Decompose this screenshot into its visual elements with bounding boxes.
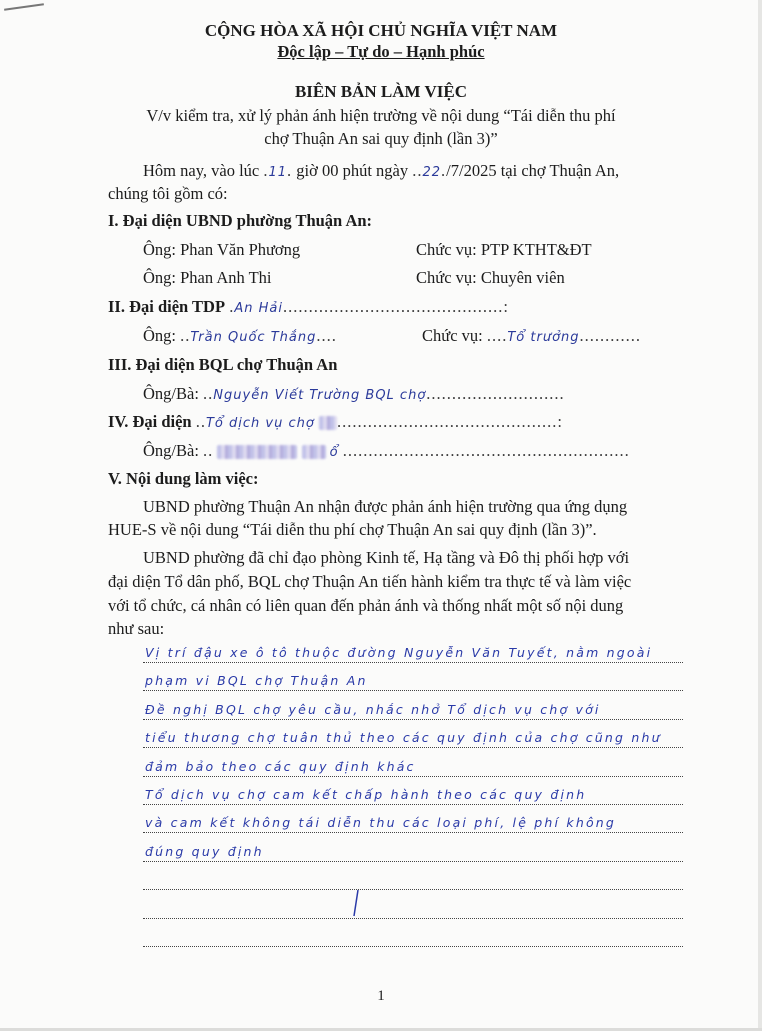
redacted-name-blur	[217, 445, 297, 459]
handwritten-text: Tổ dịch vụ chợ cam kết chấp hành theo các quy định	[145, 787, 587, 802]
section-4-line: IV. Đại diện ..Tổ dịch vụ chợ ...........................................:	[108, 412, 563, 431]
handwritten-text: tiểu thương chợ tuân thủ theo các quy định của chợ cũng như	[145, 730, 662, 745]
handwritten-line	[143, 898, 683, 919]
handwritten-line	[143, 699, 683, 720]
section-2-person: Ông: ..Trần Quốc Thắng....	[143, 326, 337, 345]
handwritten-line	[143, 642, 683, 663]
intro-line-2: chúng tôi gồm có:	[108, 184, 228, 203]
handwritten-line	[143, 756, 683, 777]
tdp-person-handwritten: Trần Quốc Thắng	[190, 330, 317, 345]
subject-line-1: V/v kiểm tra, xử lý phản ánh hiện trường về nội dung “Tái diễn thu phí	[146, 106, 616, 125]
handwritten-line	[143, 869, 683, 890]
section-2-role: Chức vụ: ....Tổ trưởng............	[422, 326, 642, 345]
handwritten-line	[143, 727, 683, 748]
handwritten-text: đúng quy định	[145, 844, 264, 859]
handwritten-line	[143, 670, 683, 691]
intro-text-c: /7/2025 tại chợ Thuận An,	[446, 161, 620, 180]
redacted-name-blur-2	[302, 445, 326, 459]
motto: Độc lập – Tự do – Hạnh phúc	[277, 42, 485, 61]
scan-edge-right	[758, 0, 762, 1031]
para-2-line-1: UBND phường đã chỉ đạo phòng Kinh tế, Hạ tầng và Đô thị phối hợp với	[143, 548, 630, 567]
section-4-heading: IV. Đại diện	[108, 412, 192, 431]
bql-person-handwritten: Nguyễn Viết Trường BQL chợ	[213, 388, 427, 403]
handwritten-line	[143, 812, 683, 833]
country-header: CỘNG HÒA XÃ HỘI CHỦ NGHĨA VIỆT NAM	[204, 21, 558, 40]
para-2-line-3: với tổ chức, cá nhân có liên quan đến phản ánh và thống nhất một số nội dung	[108, 596, 624, 615]
handwritten-text: phạm vi BQL chợ Thuận An	[145, 673, 368, 688]
handwritten-text: Đề nghị BQL chợ yêu cầu, nhắc nhở Tổ dịch vụ chợ với	[145, 702, 601, 717]
section-3-heading: III. Đại diện BQL chợ Thuận An	[108, 355, 338, 374]
para-2-line-2: đại diện Tổ dân phố, BQL chợ Thuận An tiến hành kiểm tra thực tế và làm việc	[108, 572, 632, 591]
handwritten-text: Vị trí đậu xe ô tô thuộc đường Nguyễn Văn Tuyết, nằm ngoài	[145, 645, 653, 660]
redacted-blur	[319, 416, 337, 430]
document-title: BIÊN BẢN LÀM VIỆC	[294, 82, 468, 101]
rep-person-handwritten: ổ	[329, 445, 339, 460]
handwritten-line	[143, 841, 683, 862]
person-2-name: Ông: Phan Anh Thi	[143, 268, 272, 287]
handwritten-line	[143, 784, 683, 805]
intro-text-b: giờ 00 phút ngày	[296, 161, 409, 180]
para-1-line-2: HUE-S về nội dung “Tái diễn thu phí chợ Thuận An sai quy định (lần 3)”.	[108, 520, 597, 539]
section-2-heading: II. Đại diện TDP	[108, 297, 226, 316]
section-2-line: II. Đại diện TDP .An Hải...........................................:	[108, 297, 509, 316]
person-1-name: Ông: Phan Văn Phương	[143, 240, 301, 259]
handwritten-text: và cam kết không tái diễn thu các loại phí, lệ phí không	[145, 815, 617, 830]
role-label: Chức vụ:	[422, 326, 483, 345]
section-5-heading: V. Nội dung làm việc:	[108, 469, 259, 488]
section-4-person: Ông/Bà: .. ổ ........................................................	[143, 441, 630, 460]
subject-line-2: chợ Thuận An sai quy định (lần 3)”	[264, 129, 498, 148]
person-1-role: Chức vụ: PTP KTHT&ĐT	[416, 240, 592, 259]
section-1-heading: I. Đại diện UBND phường Thuận An:	[108, 211, 373, 230]
handwritten-line	[143, 926, 683, 947]
person-2-role: Chức vụ: Chuyên viên	[416, 268, 565, 287]
ong-label: Ông:	[143, 326, 176, 345]
pen-mark	[4, 3, 44, 11]
intro-text-a: Hôm nay, vào lúc	[143, 161, 260, 180]
ongba-label: Ông/Bà:	[143, 384, 199, 403]
tdp-role-handwritten: Tổ trưởng	[507, 330, 580, 345]
para-2-line-4: như sau:	[108, 619, 165, 638]
rep-handwritten: Tổ dịch vụ chợ	[205, 416, 315, 431]
day-handwritten: 22	[422, 165, 442, 180]
section-3-person: Ông/Bà: ..Nguyễn Viết Trường BQL chợ...........................	[143, 384, 565, 403]
pen-stroke	[350, 888, 362, 918]
tdp-handwritten: An Hải	[234, 301, 283, 316]
ongba-label-2: Ông/Bà:	[143, 441, 199, 460]
page-number: 1	[377, 988, 385, 1004]
handwritten-text: đảm bảo theo các quy định khác	[145, 759, 416, 774]
para-1-line-1: UBND phường Thuận An nhận được phản ánh hiện trường qua ứng dụng	[143, 497, 628, 516]
intro-line-1: Hôm nay, vào lúc .11. giờ 00 phút ngày ..22./7/2025 tại chợ Thuận An,	[143, 161, 620, 180]
hour-handwritten: 11	[268, 165, 288, 180]
